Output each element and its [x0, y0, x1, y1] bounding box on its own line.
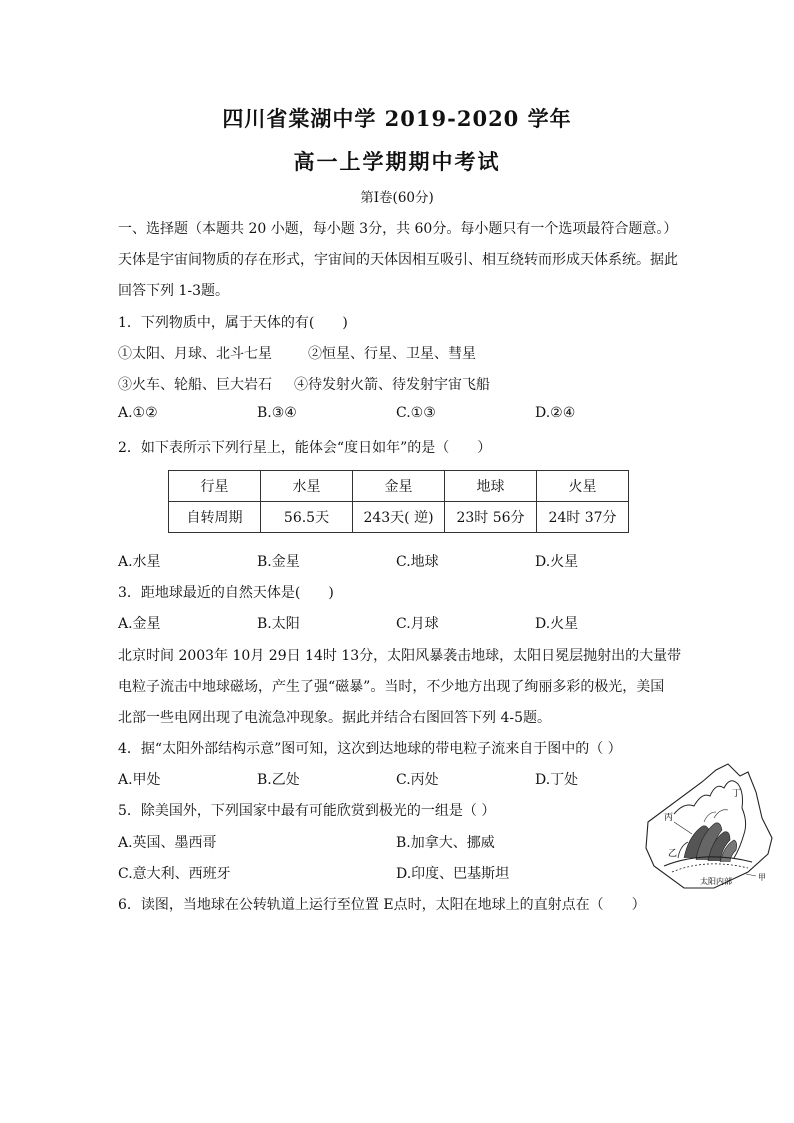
question-3-stem: 3．距地球最近的自然天体是( ) — [118, 585, 334, 601]
q5-option-c: C.意大利、西班牙 — [118, 866, 231, 882]
question-6-stem: 6．读图，当地球在公转轨道上运行至位置 E点时，太阳在地球上的直射点在（ ） — [118, 897, 646, 913]
question-2-stem: 2．如下表所示下列行星上，能体会“度日如年”的是（ ） — [118, 440, 492, 456]
q5-option-b: B.加拿大、挪威 — [396, 835, 495, 851]
passage-line-3: 北部一些电网出现了电流急冲现象。据此并结合右图回答下列 4-5题。 — [118, 710, 551, 726]
q1-option-b: B.③④ — [257, 405, 297, 421]
exam-title-line2: 高一上学期期中考试 — [293, 149, 501, 174]
q2-option-b: B.金星 — [257, 554, 300, 570]
q4-option-c: C.丙处 — [396, 772, 439, 788]
q3-option-b: B.太阳 — [257, 616, 300, 632]
question-1-stem: 1．下列物质中，属于天体的有( ) — [118, 315, 348, 331]
q5-option-d: D.印度、巴基斯坦 — [396, 866, 510, 882]
q1-item-4: ④待发射火箭、待发射宇宙飞船 — [294, 377, 490, 393]
table-cell: 56.5天 — [261, 502, 353, 533]
q4-option-b: B.乙处 — [257, 772, 300, 788]
q2-option-a: A.水星 — [118, 554, 161, 570]
table-row — [169, 502, 629, 533]
q3-option-a: A.金星 — [118, 616, 161, 632]
table-cell: 243天( 逆) — [353, 502, 445, 533]
table-header-cell: 地球 — [445, 471, 537, 502]
label-bing: 丙 — [664, 813, 674, 823]
table-header-cell: 金星 — [353, 471, 445, 502]
q1-option-d: D.②④ — [535, 405, 576, 421]
question-5-stem: 5．除美国外，下列国家中最有可能欣赏到极光的一组是（ ） — [118, 803, 496, 819]
table-header-cell: 水星 — [261, 471, 353, 502]
exam-title-line1: 四川省棠湖中学 2019-2020 学年 — [222, 106, 572, 131]
table-header-cell: 火星 — [537, 471, 629, 502]
q1-item-3: ③火车、轮船、巨大岩石 — [118, 377, 272, 393]
volume-label: 第Ⅰ卷(60分) — [360, 190, 434, 206]
q4-option-a: A.甲处 — [118, 772, 161, 788]
q2-option-c: C.地球 — [396, 554, 439, 570]
passage-line-2: 电粒子流击中地球磁场，产生了强“磁暴”。当时，不少地方出现了绚丽多彩的极光，美国 — [118, 679, 665, 695]
label-solar-interior: 太阳内部 — [700, 877, 732, 886]
q1-option-c: C.①③ — [396, 405, 436, 421]
q5-option-a: A.英国、墨西哥 — [118, 835, 217, 851]
q3-option-c: C.月球 — [396, 616, 439, 632]
sun-structure-figure — [644, 762, 776, 890]
section-heading: 一、选择题（本题共 20 小题，每小题 3分，共 60分。每小题只有一个选项最符合题意。） — [118, 221, 678, 237]
passage-line-1: 北京时间 2003年 10月 29日 14时 13分，太阳风暴袭击地球，太阳日冕层抛射出的大量带 — [118, 648, 682, 664]
question-4-stem: 4．据“太阳外部结构示意”图可知，这次到达地球的带电粒子流来自于图中的（ ） — [118, 741, 622, 757]
table-cell: 自转周期 — [169, 502, 261, 533]
table-header-row — [169, 471, 629, 502]
q1-option-a: A.①② — [118, 405, 158, 421]
label-yi: 乙 — [668, 849, 678, 859]
q4-option-d: D.丁处 — [535, 772, 579, 788]
q2-option-d: D.火星 — [535, 554, 579, 570]
table-cell: 23时 56分 — [445, 502, 537, 533]
q1-item-1: ①太阳、月球、北斗七星 — [118, 346, 272, 362]
table-header-cell: 行星 — [169, 471, 261, 502]
intro-line-2: 回答下列 1-3题。 — [118, 283, 229, 299]
label-jia: 甲 — [758, 873, 766, 882]
rotation-period-table — [168, 470, 629, 533]
q1-item-2: ②恒星、行星、卫星、彗星 — [308, 346, 476, 362]
label-ding: 丁 — [732, 789, 742, 799]
table-cell: 24时 37分 — [537, 502, 629, 533]
intro-line-1: 天体是宇宙间物质的存在形式，宇宙间的天体因相互吸引、相互绕转而形成天体系统。据此 — [118, 252, 678, 268]
q3-option-d: D.火星 — [535, 616, 579, 632]
